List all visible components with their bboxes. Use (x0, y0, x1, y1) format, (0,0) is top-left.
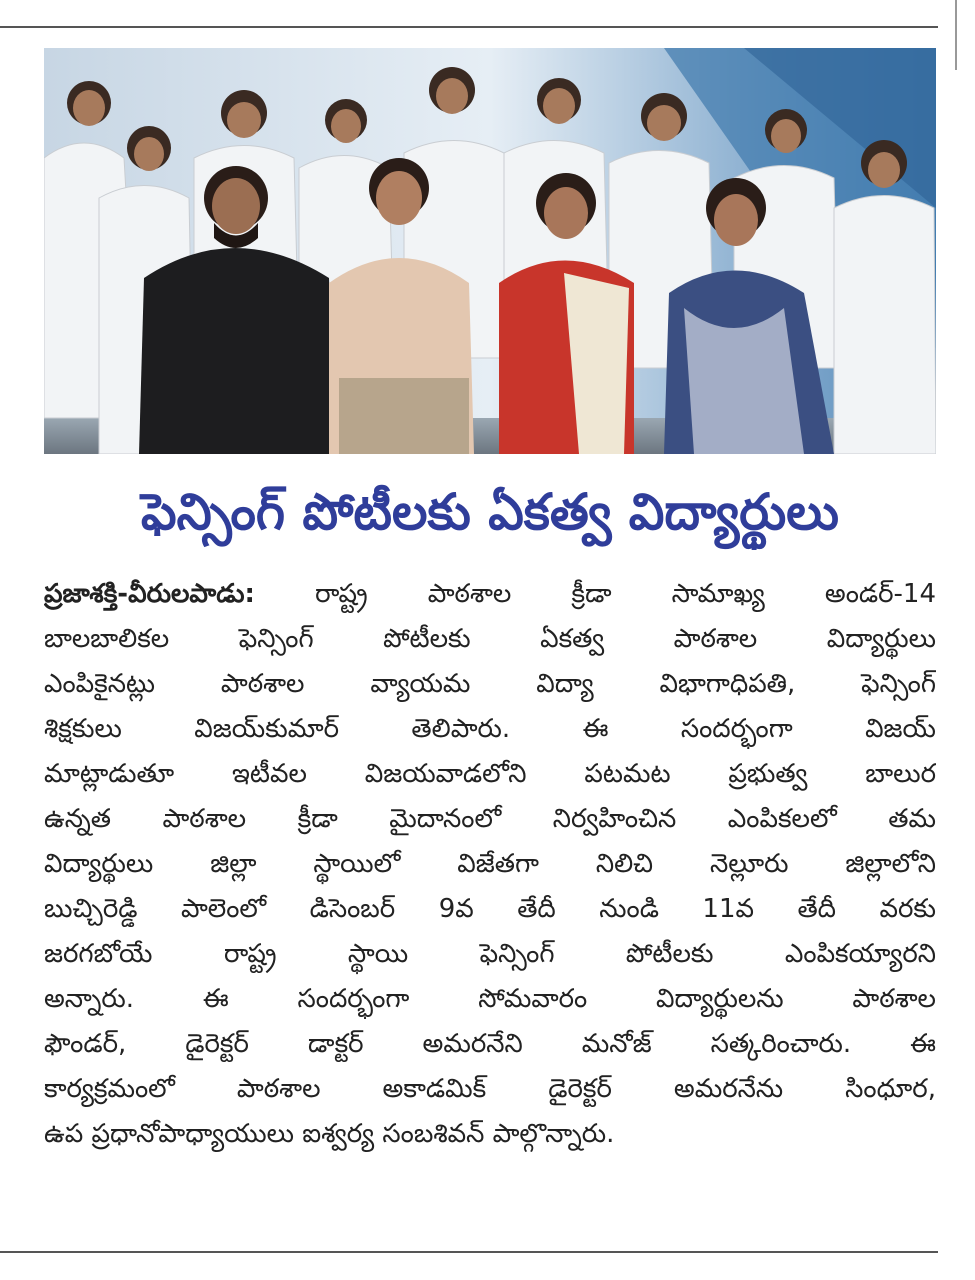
article-line-2: బాలబాలికల ఫెన్సింగ్ పోటీలకు ఏకత్వ పాఠశాల విద్యార్థులు (44, 624, 936, 654)
article-line-4: శిక్షకులు విజయ్‌కుమార్ తెలిపారు. ఈ సందర్భంగా విజయ్ (44, 714, 936, 744)
top-rule (0, 26, 938, 28)
article-line-10: అన్నారు. ఈ సందర్భంగా సోమవారం విద్యార్థులను పాఠశాల (44, 984, 936, 1014)
bottom-rule (0, 1251, 938, 1253)
corner-rule (955, 0, 957, 70)
article-line-6: ఉన్నత పాఠశాల క్రీడా మైదానంలో నిర్వహించిన ఎంపికలలో తమ (44, 804, 936, 834)
dateline: ప్రజాశక్తి-వీరులపాడు: (44, 579, 255, 609)
article-line-12: కార్యక్రమంలో పాఠశాల అకాడమిక్ డైరెక్టర్ అమరనేను సింధూర, (44, 1074, 936, 1104)
article-line-3: ఎంపికైనట్లు పాఠశాల వ్యాయమ విద్యా విభాగాధిపతి, ఫెన్సింగ్ (44, 669, 936, 699)
article-line-11: ఫౌండర్, డైరెక్టర్ డాక్టర్ అమరనేని మనోజ్ సత్కరించారు. ఈ (44, 1029, 936, 1059)
article-line-1-text: రాష్ట్ర పాఠశాల క్రీడా సామాఖ్య అండర్-14 (314, 579, 936, 609)
article-line-5: మాట్లాడుతూ ఇటీవల విజయవాడలోని పటమట ప్రభుత్వ బాలుర (44, 759, 936, 789)
article-line-7: విద్యార్థులు జిల్లా స్థాయిలో విజేతగా నిలిచి నెల్లూరు జిల్లాలోని (44, 849, 936, 879)
article-line-9: జరగబోయే రాష్ట్ర స్థాయి ఫెన్సింగ్ పోటీలకు ఎంపికయ్యారని (44, 939, 936, 969)
news-photo (44, 48, 936, 454)
article-line-8: బుచ్చిరెడ్డి పాలెంలో డిసెంబర్ 9వ తేదీ నుండి 11వ తేదీ వరకు (44, 894, 936, 924)
article-body (44, 572, 936, 1157)
article-line-1 (44, 572, 936, 617)
article-line-13: ఉప ప్రధానోపాధ్యాయులు ఐశ్వర్య సంబశివన్ పాల్గొన్నారు. (44, 1119, 615, 1149)
headline: ఫెన్సింగ్ పోటీలకు ఏకత్వ విద్యార్థులు (141, 483, 839, 541)
group-photo-illustration (44, 48, 936, 454)
